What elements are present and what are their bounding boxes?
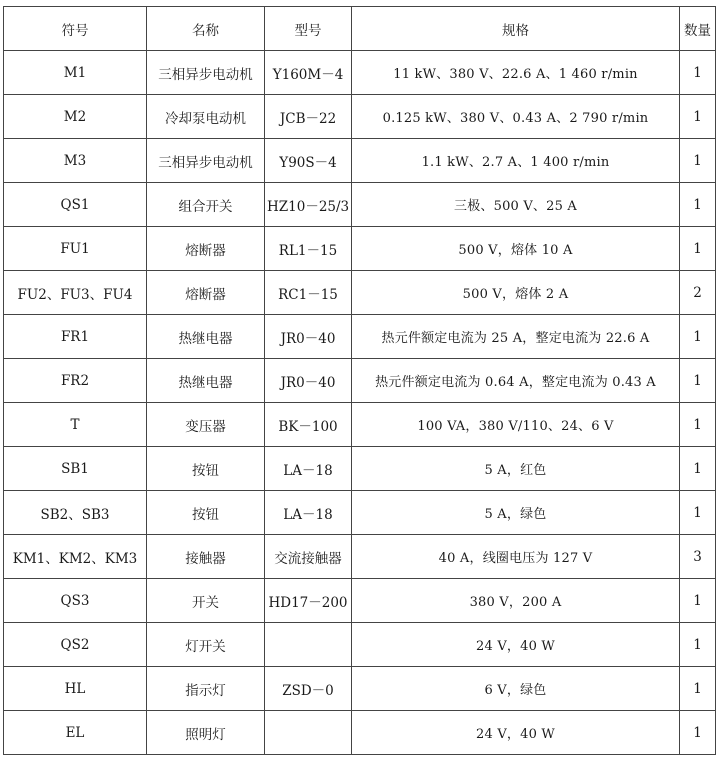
cell-spec: 24 V，40 W — [352, 623, 680, 667]
table-row — [4, 667, 716, 711]
cell-spec: 500 V，熔体 10 A — [352, 227, 680, 271]
cell-qty: 1 — [680, 183, 716, 227]
table-body — [4, 51, 716, 755]
cell-model: Y90S－4 — [265, 139, 352, 183]
cell-model: JR0－40 — [265, 359, 352, 403]
cell-symbol: SB1 — [4, 447, 147, 491]
cell-qty: 1 — [680, 227, 716, 271]
cell-qty: 1 — [680, 623, 716, 667]
table-row — [4, 711, 716, 755]
cell-spec: 380 V，200 A — [352, 579, 680, 623]
cell-model: BK－100 — [265, 403, 352, 447]
cell-symbol: QS3 — [4, 579, 147, 623]
cell-spec: 热元件额定电流为 25 A，整定电流为 22.6 A — [352, 315, 680, 359]
cell-symbol: HL — [4, 667, 147, 711]
cell-qty: 2 — [680, 271, 716, 315]
cell-name: 按钮 — [147, 491, 265, 535]
cell-qty: 1 — [680, 711, 716, 755]
header-name: 名称 — [147, 7, 265, 51]
table-row — [4, 271, 716, 315]
cell-name: 热继电器 — [147, 315, 265, 359]
cell-spec: 6 V，绿色 — [352, 667, 680, 711]
cell-spec: 100 VA，380 V/110、24、6 V — [352, 403, 680, 447]
cell-symbol: QS1 — [4, 183, 147, 227]
cell-symbol: EL — [4, 711, 147, 755]
cell-model: HD17－200 — [265, 579, 352, 623]
cell-qty: 1 — [680, 359, 716, 403]
cell-name: 三相异步电动机 — [147, 51, 265, 95]
header-model: 型号 — [265, 7, 352, 51]
cell-qty: 1 — [680, 315, 716, 359]
cell-spec: 5 A，绿色 — [352, 491, 680, 535]
cell-symbol: SB2、SB3 — [4, 491, 147, 535]
table-row — [4, 359, 716, 403]
cell-qty: 1 — [680, 95, 716, 139]
cell-name: 热继电器 — [147, 359, 265, 403]
cell-spec: 5 A，红色 — [352, 447, 680, 491]
table-row — [4, 403, 716, 447]
table-header-row — [4, 7, 716, 51]
cell-qty: 1 — [680, 447, 716, 491]
cell-name: 按钮 — [147, 447, 265, 491]
table-row — [4, 183, 716, 227]
component-list-table-wrapper — [3, 6, 715, 755]
cell-symbol: KM1、KM2、KM3 — [4, 535, 147, 579]
header-qty: 数量 — [680, 7, 716, 51]
cell-name: 灯开关 — [147, 623, 265, 667]
table-row — [4, 447, 716, 491]
table-row — [4, 623, 716, 667]
table-row — [4, 51, 716, 95]
cell-name: 冷却泵电动机 — [147, 95, 265, 139]
cell-symbol: FR1 — [4, 315, 147, 359]
cell-spec: 11 kW、380 V、22.6 A、1 460 r/min — [352, 51, 680, 95]
cell-qty: 1 — [680, 491, 716, 535]
cell-symbol: M1 — [4, 51, 147, 95]
table-row — [4, 491, 716, 535]
cell-name: 接触器 — [147, 535, 265, 579]
cell-qty: 1 — [680, 579, 716, 623]
cell-name: 熔断器 — [147, 227, 265, 271]
cell-qty: 1 — [680, 403, 716, 447]
cell-name: 组合开关 — [147, 183, 265, 227]
cell-symbol: FU2、FU3、FU4 — [4, 271, 147, 315]
cell-name: 开关 — [147, 579, 265, 623]
cell-qty: 1 — [680, 51, 716, 95]
cell-model: JCB－22 — [265, 95, 352, 139]
cell-model: HZ10－25/3 — [265, 183, 352, 227]
cell-model: ZSD－0 — [265, 667, 352, 711]
cell-spec: 1.1 kW、2.7 A、1 400 r/min — [352, 139, 680, 183]
table-row — [4, 315, 716, 359]
cell-spec: 热元件额定电流为 0.64 A，整定电流为 0.43 A — [352, 359, 680, 403]
table-row — [4, 579, 716, 623]
cell-spec: 500 V，熔体 2 A — [352, 271, 680, 315]
cell-name: 变压器 — [147, 403, 265, 447]
cell-qty: 1 — [680, 667, 716, 711]
cell-qty: 3 — [680, 535, 716, 579]
header-spec: 规格 — [352, 7, 680, 51]
table-row — [4, 227, 716, 271]
cell-model: Y160M－4 — [265, 51, 352, 95]
table-row — [4, 95, 716, 139]
cell-model: LA－18 — [265, 447, 352, 491]
cell-qty: 1 — [680, 139, 716, 183]
cell-symbol: FU1 — [4, 227, 147, 271]
cell-model: JR0－40 — [265, 315, 352, 359]
cell-spec: 三极、500 V、25 A — [352, 183, 680, 227]
cell-name: 熔断器 — [147, 271, 265, 315]
cell-symbol: M3 — [4, 139, 147, 183]
cell-symbol: M2 — [4, 95, 147, 139]
cell-symbol: T — [4, 403, 147, 447]
cell-model — [265, 711, 352, 755]
table-row — [4, 139, 716, 183]
cell-model: 交流接触器 — [265, 535, 352, 579]
cell-model — [265, 623, 352, 667]
component-list-table — [3, 6, 716, 755]
cell-model: RC1－15 — [265, 271, 352, 315]
cell-name: 照明灯 — [147, 711, 265, 755]
cell-name: 三相异步电动机 — [147, 139, 265, 183]
cell-model: LA－18 — [265, 491, 352, 535]
cell-spec: 0.125 kW、380 V、0.43 A、2 790 r/min — [352, 95, 680, 139]
cell-symbol: FR2 — [4, 359, 147, 403]
table-row — [4, 535, 716, 579]
cell-spec: 24 V，40 W — [352, 711, 680, 755]
header-symbol: 符号 — [4, 7, 147, 51]
cell-spec: 40 A，线圈电压为 127 V — [352, 535, 680, 579]
cell-name: 指示灯 — [147, 667, 265, 711]
cell-model: RL1－15 — [265, 227, 352, 271]
cell-symbol: QS2 — [4, 623, 147, 667]
